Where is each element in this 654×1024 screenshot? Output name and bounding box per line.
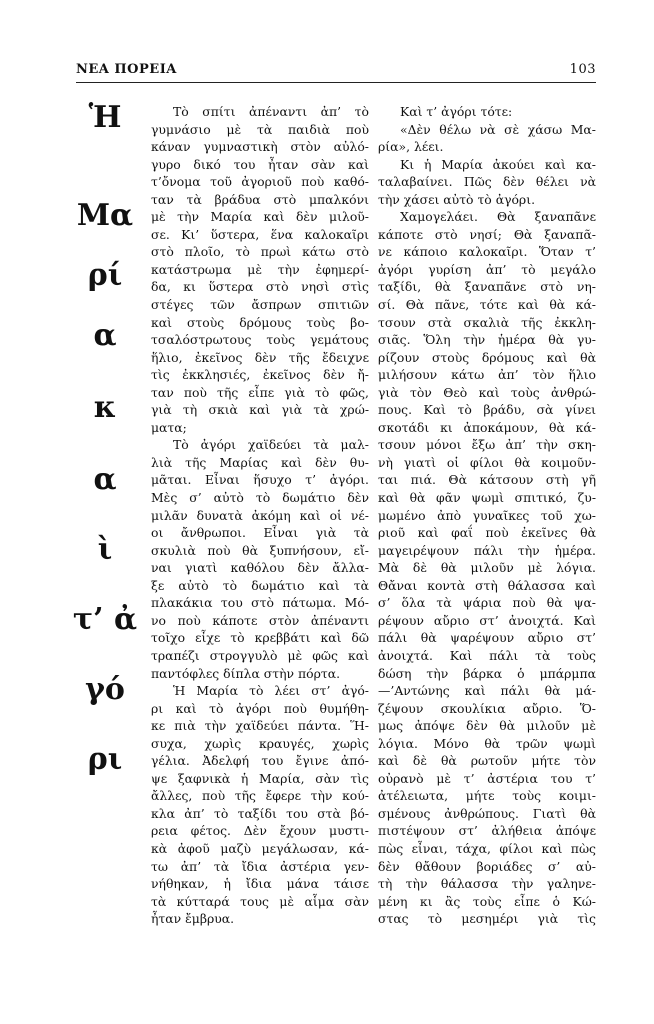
- text-line: ψε ξαφνικὰ ἡ Μαρία, σὰν τὶς: [151, 770, 369, 786]
- text-line: ταξίδι, θὰ ξαναπᾶνε στὸ νη-: [378, 279, 596, 295]
- text-line: ἀνοιχτά. Καὶ πάλι τὰ τοὺς: [378, 647, 596, 663]
- journal-title: ΝΕΑ ΠΟΡΕΙΑ: [76, 62, 177, 77]
- text-line: σί. Θὰ πᾶνε, τότε καὶ θὰ κά-: [378, 297, 596, 313]
- text-line: Μὲς σ’ αὐτὸ τὸ δωμάτιο δὲν: [151, 490, 369, 506]
- text-line: ταν τὰ βράδυα στὸ μπαλκόνι: [151, 191, 369, 207]
- text-line: ἥλιο, ἐκεῖνος δὲν τῆς ἔδειχνε: [151, 349, 369, 365]
- text-line: «Δὲν θέλω νὰ σὲ χάσω Μα-: [400, 121, 596, 137]
- text-line: τὶς ἐκκλησιές, ἐκεῖνος δὲν ἤ-: [151, 367, 369, 383]
- vertical-title-syllable: α: [93, 462, 117, 497]
- text-line: τσουν στὰ σκαλιὰ τῆς ἐκκλη-: [378, 314, 596, 330]
- text-line: τὴ τὴν θάλασσα τὴν γαληνε-: [378, 876, 596, 892]
- text-line: μως ἀπόψε δὲν θὰ μιλοῦν μὲ: [378, 718, 596, 734]
- text-line: σε. Κι’ ὕστερα, ἕνα καλοκαῖρι: [151, 226, 369, 242]
- text-line: πὼς εἶναι, τάχα, φίλοι καὶ πὼς: [378, 840, 596, 856]
- text-line: τ’ὄνομα τοῦ ἀγοριοῦ ποὺ καθό-: [151, 174, 369, 190]
- text-line: ἀγόρι γυρίση ἀπ’ τὸ μεγάλο: [378, 261, 596, 277]
- text-line: δὲν θἄθουν βοριάδες σ’ αὐ-: [378, 858, 596, 874]
- text-line: καὶ στοὺς δρόμους τοὺς βο-: [151, 314, 369, 330]
- text-line: νο ποὺ κάποτε στὸν ἀπέναντι: [151, 612, 369, 628]
- text-line: τσαλόστρωτους τοὺς γεμάτους: [151, 332, 369, 348]
- text-line: πους. Καὶ τὸ βράδυ, σὰ γίνει: [378, 402, 596, 418]
- text-line: τω ἀπ’ τὰ ἴδια ἀστέρια γεν-: [151, 858, 369, 874]
- running-header: [76, 62, 596, 82]
- text-line: ματα;: [151, 419, 187, 435]
- text-line: γυμνάσιο μὲ τὰ παιδιὰ ποὺ: [151, 121, 369, 137]
- text-line: κε πιὰ τὴν χαϊδεύει πάντα. Ἥ-: [151, 718, 369, 734]
- text-line: ναι γιατὶ καθόλου δὲν ἄλλα-: [151, 560, 369, 576]
- text-line: ἦταν ἔμβρυα.: [151, 911, 235, 927]
- text-line: πλακάκια του στὸ πάτωμα. Μό-: [151, 595, 369, 611]
- text-line: Μὰ δὲ θὰ μιλοῦν μὲ λόγια.: [378, 560, 596, 576]
- text-line: κάποτε στὸ νησί; Θὰ ξαναπᾶ-: [378, 226, 596, 242]
- vertical-title-syllable: ὶ: [97, 532, 113, 567]
- text-line: τὴν χάσει αὐτὸ τὸ ἀγόρι.: [378, 191, 536, 207]
- text-line: παντόφλες δίπλα στὴν πόρτα.: [151, 665, 341, 681]
- text-line: μένη κι ἂς τοὺς εἶπε ὁ Κώ-: [378, 893, 596, 909]
- text-line: κάναν γυμναστικὴ στὸν αὐλό-: [151, 139, 369, 155]
- text-line: μὲ τὴν Μαρία καὶ δὲν μιλοῦ-: [151, 209, 369, 225]
- text-line: τραπέζι στρογγυλὸ μὲ φῶς καὶ: [151, 647, 369, 663]
- text-line: ἄλλες, ποὺ τῆς ἔφερε τὴν κού-: [151, 788, 369, 804]
- text-line: ζέψουν σκουλίκια αὔριο. Ὅ-: [378, 700, 596, 716]
- left-column: [151, 103, 369, 928]
- text-line: ριοῦ καὶ φαΐ ποὺ ἐκεῖνες θὰ: [378, 525, 596, 541]
- text-line: οὐρανὸ μὲ τ’ ἀστέρια του τ’: [378, 770, 596, 786]
- text-line: γιὰ τὸν Θεὸ καὶ τοὺς ἀνθρώ-: [378, 384, 596, 400]
- text-line: σκοτάδι κι ἀποκάμουν, θὰ κά-: [378, 419, 596, 435]
- text-line: Κι ἡ Μαρία ἀκούει καὶ κα-: [400, 156, 596, 172]
- text-line: Χαμογελάει. Θὰ ξαναπᾶνε: [400, 209, 596, 225]
- text-line: κλα ἀπ’ τὸ ταξίδι του στὰ βό-: [151, 805, 369, 821]
- text-line: τοῖχο εἶχε τὸ κρεββάτι καὶ δῶ: [151, 630, 369, 646]
- text-line: σ’ ὅλα τὰ ψάρια ποὺ θὰ ψα-: [378, 595, 596, 611]
- text-line: ρίζουν στοὺς δρόμους καὶ θὰ: [378, 349, 596, 365]
- text-line: γυρο δικό του ἦταν σὰν καὶ: [151, 156, 369, 172]
- text-line: δα, κι ὕστερα στὸ νησὶ στὶς: [151, 279, 369, 295]
- text-line: νὴ γιατὶ οἱ φίλοι θὰ κοιμοῦν-: [378, 454, 596, 470]
- text-line: πάλι θὰ ψαρέψουν αὔριο στ’: [378, 630, 596, 646]
- text-line: Τὸ ἀγόρι χαϊδεύει τὰ μαλ-: [173, 437, 369, 453]
- text-line: ρία», λέει.: [378, 139, 444, 155]
- text-line: γέλια. Ἀδελφή του ἔγινε ἀπό-: [151, 753, 369, 769]
- vertical-title-syllable: ρι: [87, 742, 123, 777]
- text-line: Καὶ τ’ ἀγόρι τότε:: [400, 104, 513, 119]
- right-column: [378, 103, 596, 928]
- text-line: κὰ ἀφοῦ μαζὺ μεγάλωσαν, κά-: [151, 840, 369, 856]
- text-line: δώση τὴν βάρκα ὁ μπάρμπα: [378, 665, 596, 681]
- text-line: νήθηκαν, ἡ ἴδια μάνα τάισε: [151, 876, 369, 892]
- vertical-title-syllable: Μα: [76, 198, 134, 233]
- text-line: σμένους ἀνθρώπους. Γιατὶ θὰ: [378, 805, 596, 821]
- text-line: νε κάποιο καλοκαῖρι. Ὅταν τ’: [378, 244, 596, 260]
- text-line: Ἡ Μαρία τὸ λέει στ’ ἀγό-: [173, 683, 369, 699]
- vertical-title-syllable: γό: [85, 672, 125, 707]
- text-line: Θἄναι κοντὰ στὴ θάλασσα καὶ: [378, 577, 596, 593]
- text-line: ρέψουν αὔριο στ’ ἀνοιχτά. Καὶ: [378, 612, 596, 628]
- text-line: ταλαβαίνει. Πῶς δὲν θέλει νὰ: [378, 174, 596, 190]
- text-line: ρεια φέτος. Δὲν ἔχουν μυστι-: [151, 823, 369, 839]
- page-number: 103: [569, 62, 596, 77]
- text-line: στας τὸ μεσημέρι γιὰ τὶς: [378, 911, 596, 927]
- text-line: κατάστρωμα μὲ τὴν ἐφημερί-: [151, 261, 369, 277]
- text-line: λόγια. Μόνο θὰ τρῶν ψωμὶ: [378, 735, 596, 751]
- vertical-title-syllable: α: [93, 318, 117, 353]
- text-line: στὸ πλοῖο, τὸ πρωὶ κάτω στὸ: [151, 244, 369, 260]
- text-line: ρι καὶ τὸ ἀγόρι ποὺ θυμήθη-: [151, 700, 369, 716]
- text-line: μαγειρέψουν πάλι τὴν ἡμέρα.: [378, 542, 596, 558]
- vertical-title-syllable: κ: [93, 390, 117, 425]
- text-line: πιστέψουν στ’ ἀλήθεια ἀπόψε: [378, 823, 596, 839]
- text-line: ξε αὐτὸ τὸ δωμάτιο καὶ τὰ: [151, 577, 369, 593]
- text-line: ταν ποὺ τῆς εἶπε γιὰ τὸ φῶς,: [151, 384, 369, 400]
- text-line: σιᾶς. Ὅλη τὴν ἡμέρα θὰ γυ-: [378, 332, 596, 348]
- text-line: μιλήσουν κάτω ἀπ’ τὸν ἥλιο: [378, 367, 596, 383]
- header-rule: [76, 82, 596, 83]
- text-line: οι ἄνθρωποι. Εἶναι γιὰ τὰ: [151, 525, 369, 541]
- text-line: ἀτέλειωτα, μήτε τοὺς κοιμι-: [378, 788, 596, 804]
- vertical-title-syllable: Ἡ: [88, 100, 122, 135]
- text-line: μιλᾶν δυνατὰ ἀκόμη καὶ οἱ νέ-: [151, 507, 369, 523]
- text-line: λιὰ τῆς Μαρίας καὶ δὲν θυ-: [151, 454, 369, 470]
- text-line: μωμένο ἀπὸ γυναῖκες τοῦ χω-: [378, 507, 596, 523]
- vertical-title-syllable: ρί: [87, 258, 123, 293]
- text-line: τὰ κύτταρά τους μὲ αἷμα σὰν: [151, 893, 369, 909]
- text-line: τσουν μόνοι ἔξω ἀπ’ τὴν σκη-: [378, 437, 596, 453]
- text-line: συχα, χωρὶς κραυγές, χωρὶς: [151, 735, 369, 751]
- text-line: Τὸ σπίτι ἀπέναντι ἀπ’ τὸ: [173, 104, 369, 119]
- text-line: καὶ δὲ θὰ ρωτοῦν μήτε τὸν: [378, 753, 596, 769]
- text-line: καὶ θὰ φᾶν ψωμὶ σπιτικό, ζυ-: [378, 490, 596, 506]
- vertical-title-syllable: τ’ ἀ: [72, 602, 138, 637]
- text-line: μᾶται. Εἶναι ἥσυχο τ’ ἀγόρι.: [151, 472, 369, 488]
- text-line: σκυλιὰ ποὺ θὰ ξυπνήσουν, εἴ-: [151, 542, 369, 558]
- text-line: γιὰ τὴ σκιὰ καὶ γιὰ τὰ χρώ-: [151, 402, 369, 418]
- text-line: —’Αντώνης καὶ πάλι θὰ μά-: [378, 683, 596, 699]
- text-line: στέγες τῶν ἄσπρων σπιτιῶν: [151, 297, 369, 313]
- text-line: ται πιά. Θὰ κάτσουν στὴ γῆ: [378, 472, 596, 488]
